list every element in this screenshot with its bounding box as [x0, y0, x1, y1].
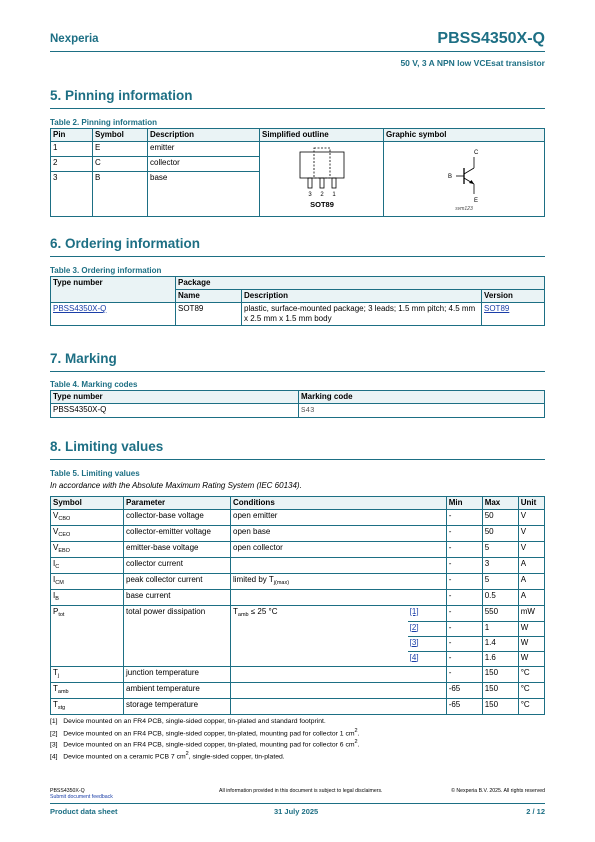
cell-version: [482, 303, 545, 326]
doc-subtitle: 50 V, 3 A NPN low VCEsat transistor: [400, 58, 545, 68]
cell-pin: 1: [51, 142, 93, 157]
cell-min: -: [446, 651, 482, 666]
footer-doc-id: [50, 788, 113, 800]
cell-description: emitter: [148, 142, 260, 157]
footer-doc: PBSS4350X-Q: [50, 788, 85, 794]
cell-symbol: $I_C$: [51, 558, 124, 574]
cell-max: 5: [482, 574, 518, 590]
note-ref-link[interactable]: [1]: [409, 607, 419, 616]
cell-max: 5: [482, 542, 518, 558]
table-5-caption: Table 5. Limiting values: [50, 469, 140, 478]
cell-description: collector: [148, 157, 260, 172]
type-number-link[interactable]: PBSS4350X-Q: [53, 304, 107, 313]
col-version: Version: [482, 290, 545, 303]
cell-conditions: [231, 666, 408, 682]
section-6-rule: [50, 256, 545, 257]
cell-max: 1: [482, 621, 518, 636]
table-row: [51, 142, 545, 157]
cell-symbol: [51, 636, 124, 651]
table-row: [51, 666, 545, 682]
cell-unit: W: [518, 636, 544, 651]
section-7-title: 7. Marking: [50, 351, 117, 366]
cell-unit: V: [518, 510, 544, 526]
table-notes: [50, 718, 359, 762]
cell-symbol: $T_{amb}$: [51, 682, 124, 698]
table-row: [51, 574, 545, 590]
col-min: Min: [446, 497, 482, 510]
section-5-rule: [50, 108, 545, 109]
col-package: Package: [176, 277, 545, 290]
cell-parameter: collector-emitter voltage: [124, 526, 231, 542]
cell-unit: mW: [518, 606, 544, 622]
cell-conditions: [231, 558, 408, 574]
cell-unit: °C: [518, 698, 544, 714]
marking-code: S43: [301, 407, 315, 415]
col-parameter: Parameter: [124, 497, 231, 510]
cell-max: 1.6: [482, 651, 518, 666]
cell-note-ref: [408, 558, 447, 574]
cell-conditions: [231, 698, 408, 714]
cell-note-ref: [408, 510, 447, 526]
outline-cell: [260, 142, 384, 217]
col-symbol: Symbol: [93, 129, 148, 142]
col-desc: Description: [242, 290, 482, 303]
cell-max: 550: [482, 606, 518, 622]
cell-type-number: [51, 303, 176, 326]
table-row: [51, 636, 545, 651]
table-5-note: In accordance with the Absolute Maximum Rating System (IEC 60134).: [50, 481, 302, 490]
col-unit: Unit: [518, 497, 544, 510]
outline-pin-1: 1: [331, 191, 336, 198]
cell-min: -: [446, 574, 482, 590]
col-pin: Pin: [51, 129, 93, 142]
table-row: [51, 682, 545, 698]
cell-symbol: $V_{CEO}$: [51, 526, 124, 542]
section-8-title: 8. Limiting values: [50, 439, 164, 454]
cell-note-ref: [408, 606, 447, 622]
table-row: [51, 510, 545, 526]
table-row: [51, 606, 545, 622]
footer-doc-type: Product data sheet: [50, 807, 118, 816]
cell-note-ref: [408, 651, 447, 666]
cell-pin: 3: [51, 172, 93, 217]
cell-symbol: $V_{EBO}$: [51, 542, 124, 558]
col-symbol: Symbol: [51, 497, 124, 510]
cell-conditions: [231, 682, 408, 698]
cell-min: -: [446, 606, 482, 622]
feedback-link[interactable]: Submit document feedback: [50, 794, 113, 800]
cell-parameter: collector current: [124, 558, 231, 574]
cell-parameter: [124, 651, 231, 666]
cell-parameter: emitter-base voltage: [124, 542, 231, 558]
col-description: Description: [148, 129, 260, 142]
footer-disclaimer: All information provided in this document is subject to legal disclaimers.: [219, 788, 383, 794]
note-4: [4] Device mounted on a ceramic PCB 7 $cm^2$, single-sided copper, tin-plated.: [50, 751, 285, 761]
cell-conditions: [231, 621, 408, 636]
cell-symbol: $P_{tot}$: [51, 606, 124, 622]
section-6-title: 6. Ordering information: [50, 236, 201, 251]
col-max: Max: [482, 497, 518, 510]
pinning-table: [50, 128, 545, 217]
footer-page: 2 / 12: [526, 807, 545, 816]
note-1: [1] Device mounted on an FR4 PCB, single-sided copper, tin-plated and standard footprint.: [50, 718, 326, 725]
cell-min: -: [446, 621, 482, 636]
cell-conditions: open collector: [231, 542, 408, 558]
cell-unit: V: [518, 542, 544, 558]
cell-note-ref: [408, 590, 447, 606]
part-number: PBSS4350X-Q: [437, 30, 545, 47]
col-graphic: Graphic symbol: [384, 129, 545, 142]
cell-description: base: [148, 172, 260, 217]
cell-min: -: [446, 510, 482, 526]
cell-max: 150: [482, 698, 518, 714]
sot89-outline-icon: [282, 147, 362, 209]
cell-min: -: [446, 558, 482, 574]
outline-pin-3: 3: [307, 191, 312, 198]
cell-unit: V: [518, 526, 544, 542]
table-row: [51, 303, 545, 326]
cell-conditions: open base: [231, 526, 408, 542]
graphic-cell: [384, 142, 545, 217]
table-3-caption: Table 3. Ordering information: [50, 266, 162, 275]
marking-table: [50, 390, 545, 418]
cell-note-ref: [408, 621, 447, 636]
cell-symbol: E: [93, 142, 148, 157]
cell-symbol: B: [93, 172, 148, 217]
cell-symbol: C: [93, 157, 148, 172]
outline-pin-2: 2: [319, 191, 324, 198]
brand-name: Nexperia: [50, 33, 99, 45]
table-row: [51, 558, 545, 574]
cell-max: 1.4: [482, 636, 518, 651]
col-type-number: Type number: [51, 277, 176, 303]
table-row: [51, 621, 545, 636]
note-2: [2] Device mounted on an FR4 PCB, single-sided copper, tin-plated, mounting pad for collector 1 $cm^2$.: [50, 727, 360, 737]
cell-parameter: collector-base voltage: [124, 510, 231, 526]
col-marking-code: Marking code: [299, 391, 545, 404]
table-row: [51, 590, 545, 606]
cell-max: 50: [482, 510, 518, 526]
cell-note-ref: [408, 698, 447, 714]
cell-symbol: [51, 621, 124, 636]
col-name: Name: [176, 290, 242, 303]
cell-max: 3: [482, 558, 518, 574]
cell-parameter: [124, 621, 231, 636]
cell-name: SOT89: [176, 303, 242, 326]
cell-unit: W: [518, 621, 544, 636]
cell-conditions: open emitter: [231, 510, 408, 526]
section-7-rule: [50, 371, 545, 372]
cell-note-ref: [408, 574, 447, 590]
limiting-values-table: [50, 496, 545, 715]
cell-note-ref: [408, 526, 447, 542]
symbol-label-c: C: [474, 149, 479, 156]
cell-symbol: [51, 651, 124, 666]
cell-type-number: PBSS4350X-Q: [51, 404, 299, 418]
cell-conditions: $T_{amb} \le 25$ °C: [231, 606, 408, 622]
version-link[interactable]: SOT89: [484, 304, 510, 313]
header-rule: [50, 51, 545, 52]
section-5-title: 5. Pinning information: [50, 88, 193, 103]
outline-name: SOT89: [309, 199, 334, 209]
table-row: [51, 651, 545, 666]
footer-rule: [50, 803, 545, 804]
cell-min: -: [446, 666, 482, 682]
cell-max: 0.5: [482, 590, 518, 606]
cell-unit: A: [518, 574, 544, 590]
table-4-caption: Table 4. Marking codes: [50, 380, 138, 389]
ordering-table: [50, 276, 545, 326]
table-row: [51, 698, 545, 714]
table-row: [51, 404, 545, 418]
cell-min: -: [446, 542, 482, 558]
table-row: [51, 526, 545, 542]
cell-symbol: $I_{CM}$: [51, 574, 124, 590]
cell-parameter: storage temperature: [124, 698, 231, 714]
cell-unit: °C: [518, 682, 544, 698]
symbol-label-e: E: [474, 197, 479, 204]
cell-unit: °C: [518, 666, 544, 682]
note-ref-link[interactable]: [4]: [409, 652, 419, 662]
cell-description: plastic, surface-mounted package; 3 leads; 1.5 mm pitch; 4.5 mm x 2.5 mm x 1.5 mm body: [242, 303, 482, 326]
cell-marking-code: [299, 404, 545, 418]
cell-symbol: $T_j$: [51, 666, 124, 682]
cell-note-ref: [408, 542, 447, 558]
cell-conditions: [231, 636, 408, 651]
cell-conditions: limited by $T_{j(max)}$: [231, 574, 408, 590]
note-ref-link[interactable]: [2]: [409, 622, 419, 632]
col-outline: Simplified outline: [260, 129, 384, 142]
cell-min: -: [446, 526, 482, 542]
note-3: [3] Device mounted on an FR4 PCB, single-sided copper, tin-plated, mounting pad for collector 6 $cm^2$.: [50, 739, 360, 749]
cell-conditions: [231, 590, 408, 606]
footer-date: 31 July 2025: [274, 807, 319, 816]
symbol-ref: sym123: [455, 205, 473, 210]
footer-copyright: © Nexperia B.V. 2025. All rights reserved: [451, 788, 545, 794]
cell-unit: A: [518, 558, 544, 574]
section-8-rule: [50, 459, 545, 460]
cell-pin: 2: [51, 157, 93, 172]
col-type-number: Type number: [51, 391, 299, 404]
cell-parameter: total power dissipation: [124, 606, 231, 622]
cell-min: -65: [446, 698, 482, 714]
cell-max: 150: [482, 682, 518, 698]
cell-unit: A: [518, 590, 544, 606]
table-2-caption: Table 2. Pinning information: [50, 118, 157, 127]
cell-min: -65: [446, 682, 482, 698]
cell-unit: W: [518, 651, 544, 666]
cell-note-ref: [408, 666, 447, 682]
cell-max: 50: [482, 526, 518, 542]
table-row: [51, 542, 545, 558]
cell-min: -: [446, 590, 482, 606]
cell-min: -: [446, 636, 482, 651]
cell-symbol: $T_{stg}$: [51, 698, 124, 714]
col-conditions: Conditions: [231, 497, 447, 510]
cell-symbol: $I_B$: [51, 590, 124, 606]
cell-note-ref: [408, 682, 447, 698]
cell-parameter: junction temperature: [124, 666, 231, 682]
cell-parameter: [124, 636, 231, 651]
cell-parameter: ambient temperature: [124, 682, 231, 698]
cell-conditions: [231, 651, 408, 666]
note-ref-link[interactable]: [3]: [409, 637, 419, 647]
cell-symbol: $V_{CBO}$: [51, 510, 124, 526]
npn-transistor-symbol-icon: [424, 146, 504, 210]
cell-parameter: peak collector current: [124, 574, 231, 590]
symbol-label-b: B: [448, 173, 453, 180]
cell-note-ref: [408, 636, 447, 651]
cell-max: 150: [482, 666, 518, 682]
cell-parameter: base current: [124, 590, 231, 606]
